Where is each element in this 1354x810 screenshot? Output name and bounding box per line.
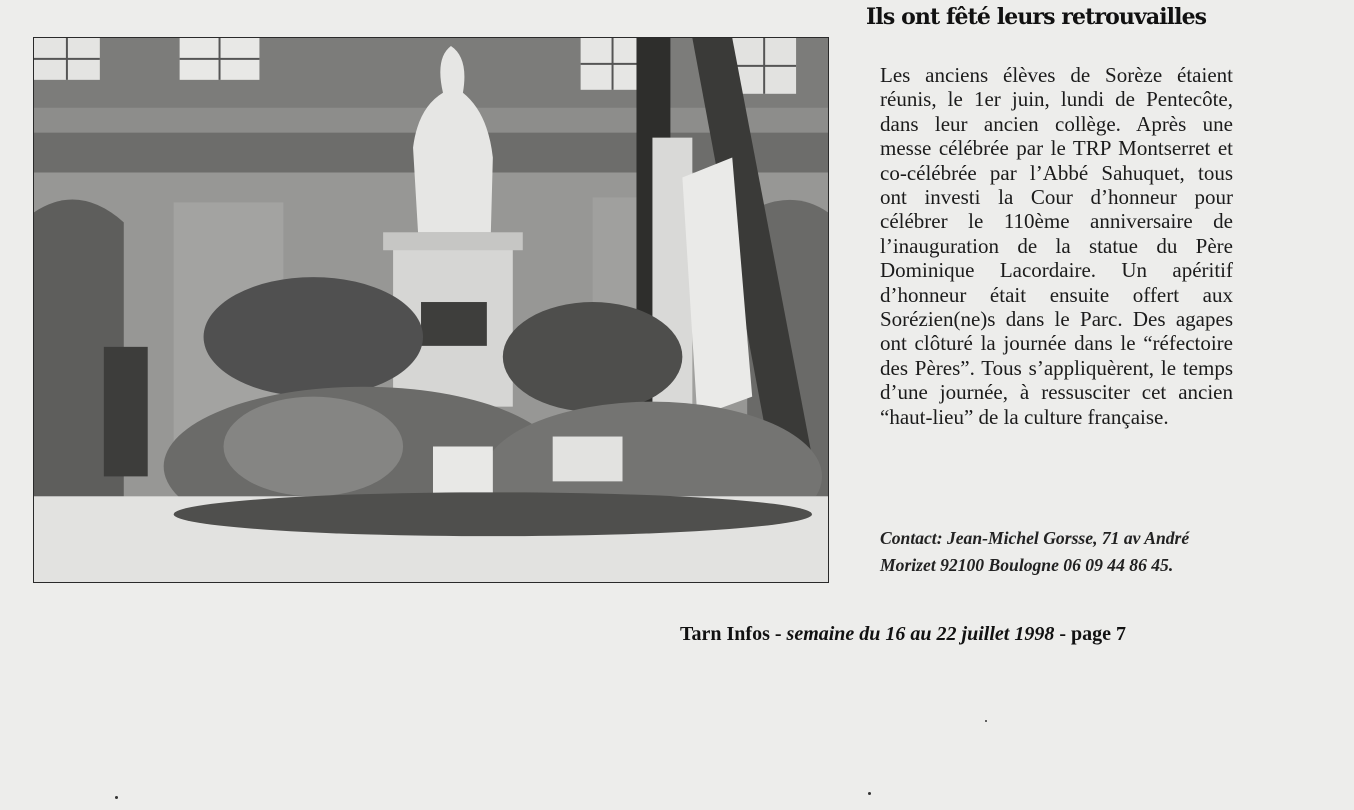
paper-speck	[985, 720, 987, 722]
article-contact: Contact: Jean-Michel Gorsse, 71 av André Morizet 92100 Boulogne 06 09 44 86 45.	[880, 528, 1190, 575]
footer-separator: -	[1054, 623, 1072, 645]
footer-publication: Tarn Infos	[680, 623, 770, 645]
footer-page: page 7	[1071, 623, 1127, 645]
article-body: Les anciens élèves de Sorèze étaient réunis, le 1er juin, lundi de Pentecôte, dans leur ancien collège. Après une messe célébrée par le TRP Montserret et co-célébrée par l’Abbé Sahuquet, tous ont investi la Cour d’honneur pour célébrer le 110ème anniversaire de l’inauguration de la statue du Père Dominique Lacordaire. Un apéritif d’honneur était ensuite offert aux Sorézien(ne)s dans le Parc. Des agapes ont clôturé la journée dans le “réfectoire des Pères”. Tous s’appliquèrent, le temps d’une journée, à ressusciter cet ancien “haut-lieu” de la culture française.	[880, 63, 1233, 429]
paper-speck	[115, 796, 118, 799]
article-photo	[33, 37, 829, 583]
page-footer	[680, 623, 1260, 646]
article-headline: Ils ont fêté leurs retrouvailles	[866, 4, 1207, 30]
paper-speck	[868, 792, 871, 795]
footer-separator: -	[769, 623, 787, 645]
footer-date: semaine du 16 au 22 juillet 1998	[786, 623, 1055, 645]
statue-courtyard-photo	[34, 38, 828, 582]
